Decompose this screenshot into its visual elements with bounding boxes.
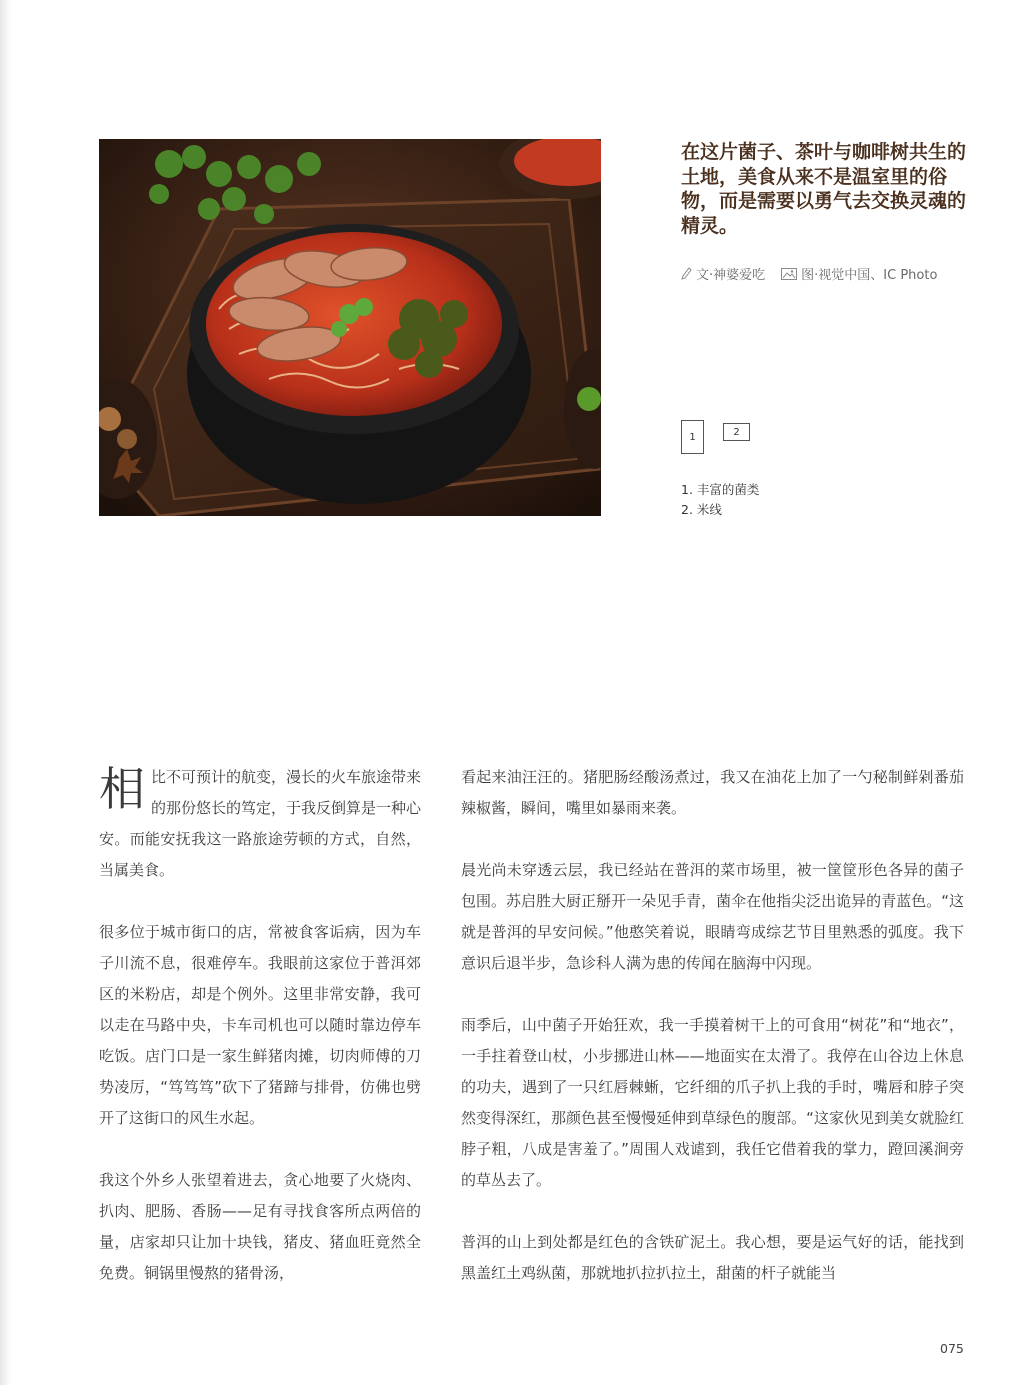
body-paragraph: 晨光尚未穿透云层，我已经站在普洱的菜市场里，被一筐筐形色各异的菌子包围。苏启胜大厨正掰开一朵见手青，菌伞在他指尖泛出诡异的青蓝色。“这就是普洱的早安问候。”他憨笑着说，眼睛弯成综艺节目里熟悉的弧度。我下意识后退半步，急诊科人满为患的传闻在脑海中闪现。 [461, 861, 964, 972]
body-paragraph: 很多位于城市街口的店，常被食客诟病，因为车子川流不息，很难停车。我眼前这家位于普洱郊区的米粉店，却是个例外。这里非常安静，我可以走在马路中央，卡车司机也可以随时靠边停车吃饭。店门口是一家生鲜猪肉摊，切肉师傅的刀势凌厉，“笃笃笃”砍下了猪蹄与排骨，仿佛也劈开了这街口的风生水起。 [99, 923, 421, 1127]
figure-marker-2: 2 [723, 423, 750, 441]
caption-item: 1. 丰富的菌类 [681, 482, 760, 497]
body-paragraph [99, 762, 421, 886]
text-credit [681, 264, 765, 283]
text-credit-label: 文·神婆爱吃 [696, 268, 766, 283]
image-icon [781, 268, 797, 280]
body-column-right [461, 762, 964, 1320]
body-paragraph: 我这个外乡人张望着进去，贪心地要了火烧肉、扒肉、肥肠、香肠——足有寻找食客所点两倍的量，店家却只让加十块钱，猪皮、猪血旺竟然全免费。铜锅里慢熬的猪骨汤， [99, 1171, 421, 1282]
body-paragraph: 雨季后，山中菌子开始狂欢，我一手摸着树干上的可食用“树花”和“地衣”，一手拄着登山杖，小步挪进山林——地面实在太滑了。我停在山谷边上休息的功夫，遇到了一只红唇棘蜥，它纤细的爪子扒上我的手时，嘴唇和脖子突然变得深红，那颜色甚至慢慢延伸到草绿色的腹部。“这家伙见到美女就脸红脖子粗，八成是害羞了。”周围人戏谑到，我任它借着我的掌力，蹬回溪涧旁的草丛去了。 [461, 1016, 964, 1189]
body-column-left [99, 762, 421, 1320]
figure-marker-1: 1 [681, 420, 704, 454]
drop-cap: 相 [99, 762, 145, 816]
noodle-bowl-photo [99, 139, 601, 516]
figure-captions [681, 480, 759, 520]
credits-line [681, 264, 981, 283]
body-paragraph: 普洱的山上到处都是红色的含铁矿泥土。我心想，要是运气好的话，能找到黑盖红土鸡纵菌，那就地扒拉扒拉土，甜菌的杆子就能当 [461, 1233, 964, 1282]
pencil-icon [681, 267, 692, 280]
caption-item: 2. 米线 [681, 502, 722, 517]
paragraph-text: 比不可预计的航变，漫长的火车旅途带来的那份悠长的笃定，于我反倒算是一种心安。而能安抚我这一路旅途劳顿的方式，自然，当属美食。 [99, 768, 422, 879]
photo-credit-label: 图·视觉中国、IC Photo [801, 268, 938, 283]
page-spine-shadow [0, 0, 12, 1385]
page-number: 075 [940, 1341, 964, 1356]
article-headline: 在这片菌子、茶叶与咖啡树共生的土地，美食从来不是温室里的俗物，而是需要以勇气去交换灵魂的精灵。 [681, 141, 967, 237]
photo-credit [781, 264, 937, 283]
body-paragraph: 看起来油汪汪的。猪肥肠经酸汤煮过，我又在油花上加了一勺秘制鲜剁番茄辣椒酱，瞬间，嘴里如暴雨来袭。 [461, 768, 964, 817]
